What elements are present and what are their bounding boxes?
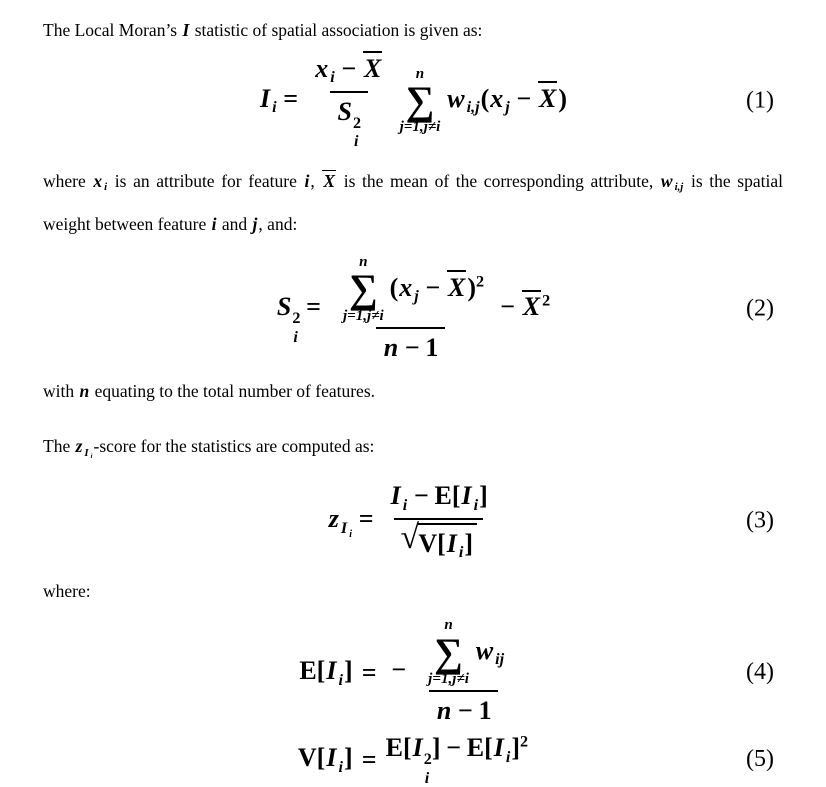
math-row	[422, 617, 505, 687]
math-variable: x	[399, 272, 413, 302]
math-variable: i	[338, 671, 343, 689]
equation-math	[328, 480, 498, 563]
math-variable: X	[448, 272, 466, 302]
math-variable: I	[340, 520, 348, 538]
math-operator: −	[500, 292, 516, 322]
radicand	[417, 523, 477, 563]
math-variable: n	[359, 254, 368, 271]
stack-superscript	[292, 311, 300, 327]
math-roman: E[	[385, 733, 412, 763]
math-variable: j	[414, 288, 419, 306]
math-row	[340, 520, 353, 540]
math-variable: j=1,j≠i	[399, 118, 441, 135]
math-roman: ]	[464, 528, 474, 558]
numerator	[331, 255, 491, 327]
subscript	[466, 99, 481, 116]
paragraph-zscore	[0, 428, 826, 475]
text-run: is an attribute for feature	[108, 170, 304, 191]
math-variable: ij	[495, 651, 505, 669]
math-roman: ]	[479, 481, 488, 511]
denominator	[394, 518, 483, 563]
equation-lhs	[299, 655, 352, 690]
math-row	[299, 655, 353, 689]
equals-operator: =	[361, 657, 377, 687]
equation-number: (4)	[746, 658, 774, 685]
equation-rhs	[386, 732, 528, 787]
equation-number: (1)	[746, 87, 774, 114]
summation-lower-limit	[341, 309, 386, 324]
math-variable: i	[211, 214, 217, 235]
math-variable: I	[412, 733, 423, 763]
math-variable: X	[539, 83, 557, 113]
superscript	[520, 734, 528, 751]
overline	[538, 81, 557, 112]
math-variable: i	[402, 496, 408, 514]
math-variable: n	[444, 617, 453, 634]
math-roman: 2	[292, 310, 301, 328]
numerator	[383, 480, 494, 518]
math-operator: −	[425, 272, 441, 302]
math-row	[390, 481, 488, 514]
math-variable: n	[79, 381, 90, 402]
math-row	[328, 481, 498, 562]
math-roman: )	[558, 83, 568, 113]
math-row	[436, 696, 492, 725]
math-roman: 2	[476, 272, 485, 290]
math-variable: n	[415, 65, 425, 82]
math-variable: x	[93, 170, 103, 191]
text-run: The Local Moran’s	[43, 20, 182, 40]
text-run: where:	[43, 581, 91, 602]
math-variable: I	[182, 20, 190, 40]
equation-number: (5)	[746, 746, 774, 773]
math-roman: ]	[511, 733, 521, 763]
paragraph-definitions	[0, 163, 826, 244]
denominator	[376, 327, 445, 363]
math-row	[383, 333, 439, 362]
text-run: where	[43, 170, 93, 191]
math-variable: i	[353, 133, 359, 151]
math-row	[276, 254, 551, 363]
math-row	[83, 447, 93, 459]
math-variable: j=1,j≠i	[342, 307, 384, 324]
fraction	[331, 255, 491, 363]
math-row	[337, 96, 362, 151]
math-operator: −	[404, 333, 420, 363]
math-row	[314, 53, 383, 87]
math-operator: −	[446, 733, 462, 763]
radical-icon: √	[400, 519, 420, 557]
equation-lhs	[298, 742, 353, 777]
math-variable: I	[461, 481, 472, 511]
math-variable: I	[390, 481, 401, 511]
math-variable: i	[272, 99, 277, 117]
math-variable: i	[104, 181, 108, 194]
equation-1	[0, 51, 826, 151]
math-variable: w	[447, 83, 465, 113]
text-run: equating to the total number of features.	[90, 381, 376, 402]
math-variable: X	[522, 292, 541, 322]
math-roman: (	[480, 83, 490, 113]
stack-superscript	[353, 116, 361, 132]
math-roman: V[	[297, 743, 326, 773]
equation-group-4-5	[0, 618, 826, 787]
math-roman: 2	[423, 751, 432, 769]
text-run: , and:	[258, 214, 298, 235]
summation	[398, 67, 443, 135]
math-operator: =	[283, 83, 299, 113]
denominator	[429, 690, 498, 726]
fraction	[383, 480, 494, 563]
stack-superscript	[424, 752, 432, 768]
math-row	[337, 254, 485, 324]
math-variable: I	[326, 655, 337, 685]
math-variable: n	[383, 333, 399, 363]
sigma-icon: ∑	[348, 266, 378, 312]
equation-2	[0, 253, 826, 365]
superscript	[476, 273, 484, 290]
math-variable: i	[338, 758, 343, 776]
math-variable: i	[458, 544, 464, 562]
stack-subscript	[292, 330, 298, 346]
subscript	[271, 99, 277, 116]
equation-3	[0, 475, 826, 567]
math-roman: ]	[431, 733, 441, 763]
equation-math	[276, 255, 550, 363]
math-variable: w	[660, 170, 673, 191]
math-variable: j	[252, 214, 258, 235]
math-roman: 2	[520, 733, 529, 751]
math-variable: z	[75, 436, 83, 457]
superscript	[542, 293, 550, 310]
math-variable: i	[349, 528, 352, 540]
math-roman: ]	[343, 743, 353, 773]
text-run: and	[217, 214, 252, 235]
math-variable: I	[84, 447, 89, 460]
paragraph-n-features	[0, 373, 826, 410]
math-variable: I	[493, 733, 504, 763]
math-variable: X	[323, 170, 336, 191]
numerator	[308, 51, 390, 91]
math-variable: x	[315, 53, 329, 83]
paragraph-intro	[0, 12, 826, 49]
math-roman: E[	[299, 655, 326, 685]
math-variable: i,j	[674, 181, 684, 194]
math-variable: j	[505, 99, 510, 117]
math-variable: x	[490, 83, 504, 113]
equation-number: (3)	[746, 508, 774, 535]
math-variable: i	[473, 496, 479, 514]
text-run: is the mean of the corresponding attribute,	[337, 170, 660, 191]
math-operator: −	[458, 696, 473, 726]
equals-operator: =	[361, 745, 377, 775]
stack-subscript	[353, 134, 359, 150]
math-variable: i	[304, 170, 310, 191]
math-variable: I	[259, 83, 271, 113]
text-run: statistic of spatial association is given as:	[190, 20, 483, 40]
math-row	[418, 528, 474, 562]
equation-rhs	[386, 618, 516, 726]
fraction	[308, 51, 390, 151]
sub-sup-stack	[424, 752, 432, 787]
subscript	[340, 520, 353, 540]
sigma-icon: ∑	[434, 629, 463, 675]
math-variable: i,j	[466, 99, 480, 117]
overline	[522, 290, 541, 321]
overline	[363, 51, 382, 82]
math-roman: )	[467, 272, 477, 302]
overline	[322, 170, 336, 190]
denominator	[330, 91, 368, 151]
summation	[341, 255, 386, 323]
square-root	[400, 519, 476, 563]
math-variable: i	[330, 69, 335, 87]
text-run: with	[43, 381, 79, 402]
math-row	[386, 617, 516, 726]
math-variable: S	[337, 96, 352, 126]
fraction	[416, 618, 512, 726]
math-variable: I	[326, 743, 337, 773]
math-variable: i	[293, 328, 298, 346]
summation-lower-limit	[398, 120, 443, 135]
math-variable: n	[436, 696, 452, 726]
math-roman: 2	[352, 114, 362, 132]
math-operator: −	[413, 481, 429, 511]
math-operator: −	[516, 83, 532, 113]
math-roman: E[	[434, 481, 461, 511]
summation	[426, 618, 471, 686]
math-roman: 1	[478, 696, 492, 726]
math-operator: =	[306, 292, 321, 322]
equation-number: (2)	[746, 295, 774, 322]
math-row	[259, 53, 568, 151]
subscript	[674, 181, 685, 193]
subscript	[83, 447, 93, 459]
subscript	[413, 288, 419, 305]
sub-sup-stack	[353, 116, 361, 151]
equation-math	[259, 51, 567, 151]
math-variable: i	[505, 748, 511, 766]
math-variable: X	[363, 53, 382, 83]
subscript	[494, 651, 505, 668]
text-run: ,	[310, 170, 322, 191]
text-run: is the spatial weight between feature	[43, 170, 783, 235]
math-variable: j=1,j≠i	[428, 670, 469, 687]
paragraph-where	[0, 573, 826, 610]
math-variable: w	[475, 635, 494, 665]
math-variable: i	[90, 453, 93, 461]
math-variable: z	[328, 504, 339, 534]
math-operator: −	[391, 655, 407, 685]
math-row	[297, 743, 353, 776]
subscript	[504, 99, 510, 116]
math-roman: 2	[542, 292, 551, 310]
numerator	[416, 618, 512, 690]
subscript	[329, 69, 335, 86]
math-variable: S	[276, 292, 292, 322]
subscript	[348, 529, 353, 540]
math-roman: ]	[343, 655, 353, 685]
overline	[447, 270, 466, 301]
sub-sup-stack	[292, 311, 300, 346]
math-variable: i	[424, 769, 430, 787]
math-variable: I	[446, 528, 457, 558]
text-run: The	[43, 436, 75, 457]
math-roman: (	[389, 272, 399, 302]
math-row	[385, 733, 529, 787]
text-run: -score for the statistics are computed as:	[93, 436, 375, 457]
subscript	[402, 497, 408, 514]
sigma-icon: ∑	[405, 77, 435, 123]
math-operator: =	[358, 504, 374, 534]
math-roman: V[	[418, 528, 446, 558]
math-roman: E[	[466, 733, 493, 763]
summation-lower-limit	[426, 672, 471, 687]
stack-subscript	[424, 771, 430, 787]
math-operator: −	[341, 53, 357, 83]
math-roman: 1	[425, 333, 439, 363]
